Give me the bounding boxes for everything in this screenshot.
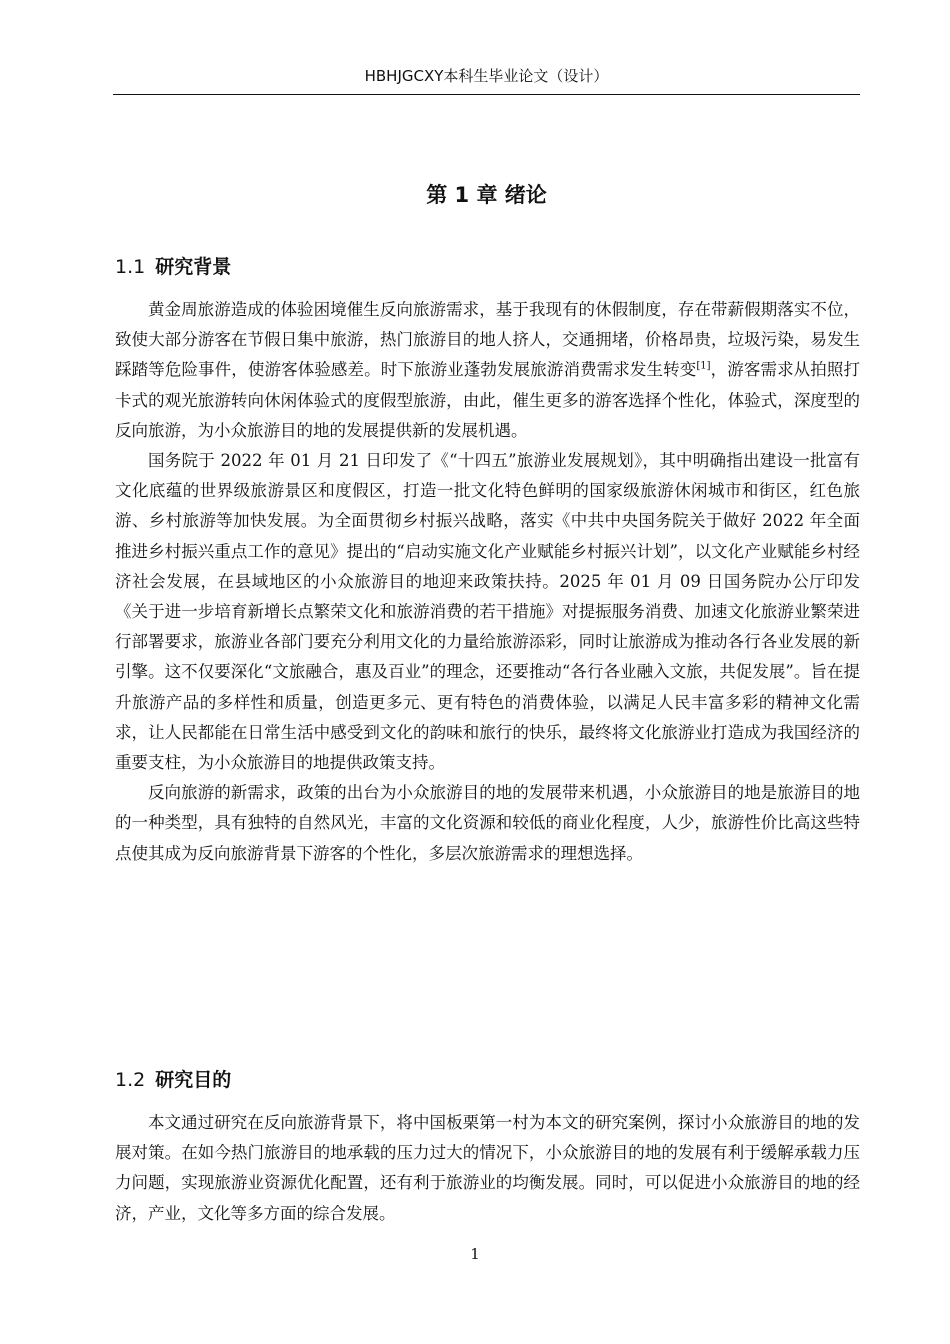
paragraph [115, 295, 860, 446]
section-title-text: 研究目的 [155, 1069, 232, 1091]
section-body-1-1 [115, 295, 860, 869]
section-title-text: 研究背景 [155, 256, 232, 278]
section-body-1-2 [115, 1108, 860, 1229]
chapter-title: 第 1 章 绪论 [426, 183, 547, 207]
paragraph-text: ，游客需求从拍照打卡式的观光旅游转向休闲体验式的度假型旅游，由此，催生更多的游客选择个性化，体验式，深度型的反向旅游，为小众旅游目的地的发展提供新的发展机遇。 [115, 360, 861, 440]
paragraph: 本文通过研究在反向旅游背景下，将中国板栗第一村为本文的研究案例，探讨小众旅游目的地的发展对策。在如今热门旅游目的地承载的压力过大的情况下，小众旅游目的地的发展有利于缓解承载力压力问题，实现旅游业资源优化配置，还有利于旅游业的均衡发展。同时，可以促进小众旅游目的地的经济，产业，文化等多方面的综合发展。 [115, 1113, 860, 1223]
page-number: 1 [470, 1245, 480, 1263]
section-number: 1.2 [115, 1069, 146, 1091]
section-heading-1-2 [115, 1066, 231, 1094]
page-header-title: HBHJGCXY本科生毕业论文（设计） [364, 67, 609, 85]
paragraph: 反向旅游的新需求，政策的出台为小众旅游目的地的发展带来机遇，小众旅游目的地是旅游目的地的一种类型，具有独特的自然风光，丰富的文化资源和较低的商业化程度，人少，旅游性价比高这些特点使其成为反向旅游背景下游客的个性化，多层次旅游需求的理想选择。 [115, 783, 860, 863]
paragraph-text: 黄金周旅游造成的体验困境催生反向旅游需求，基于我现有的休假制度，存在带薪假期落实不位，致使大部分游客在节假日集中旅游，热门旅游目的地人挤人，交通拥堵，价格昂贵，垃圾污染，易发生踩踏等危险事件，使游客体验感差。时下旅游业蓬勃发展旅游消费需求发生转变 [115, 300, 860, 380]
paragraph: 国务院于 2022 年 01 月 21 日印发了《“十四五”旅游业发展规划》，其中明确指出建设一批富有文化底蕴的世界级旅游景区和度假区，打造一批文化特色鲜明的国家级旅游休闲城市和街区，红色旅游、乡村旅游等加快发展。为全面贯彻乡村振兴战略，落实《中共中央国务院关于做好 2022 年全面推进乡村振兴重点工作的意见》提出的“启动实施文化产业赋能乡村振兴计划”，以文化产业赋能乡村经济社会发展，在县域地区的小众旅游目的地迎来政策扶持。2025 年 01 月 09 日国务院办公厅印发《关于进一步培育新增长点繁荣文化和旅游消费的若干措施》对提振服务消费、加速文化旅游业繁荣进行部署要求，旅游业各部门要充分利用文化的力量给旅游添彩，同时让旅游成为推动各行各业发展的新引擎。这不仅要深化“文旅融合，惠及百业”的理念，还要推动“各行各业融入文旅，共促发展”。旨在提升旅游产品的多样性和质量，创造更多元、更有特色的消费体验，以满足人民丰富多彩的精神文化需求，让人民都能在日常生活中感受到文化的韵味和旅行的快乐，最终将文化旅游业打造成为我国经济的重要支柱，为小众旅游目的地提供政策支持。 [115, 451, 860, 773]
citation-marker: [1] [696, 360, 711, 372]
section-number: 1.1 [115, 256, 146, 278]
header-rule [113, 94, 860, 95]
section-heading-1-1 [115, 253, 231, 281]
